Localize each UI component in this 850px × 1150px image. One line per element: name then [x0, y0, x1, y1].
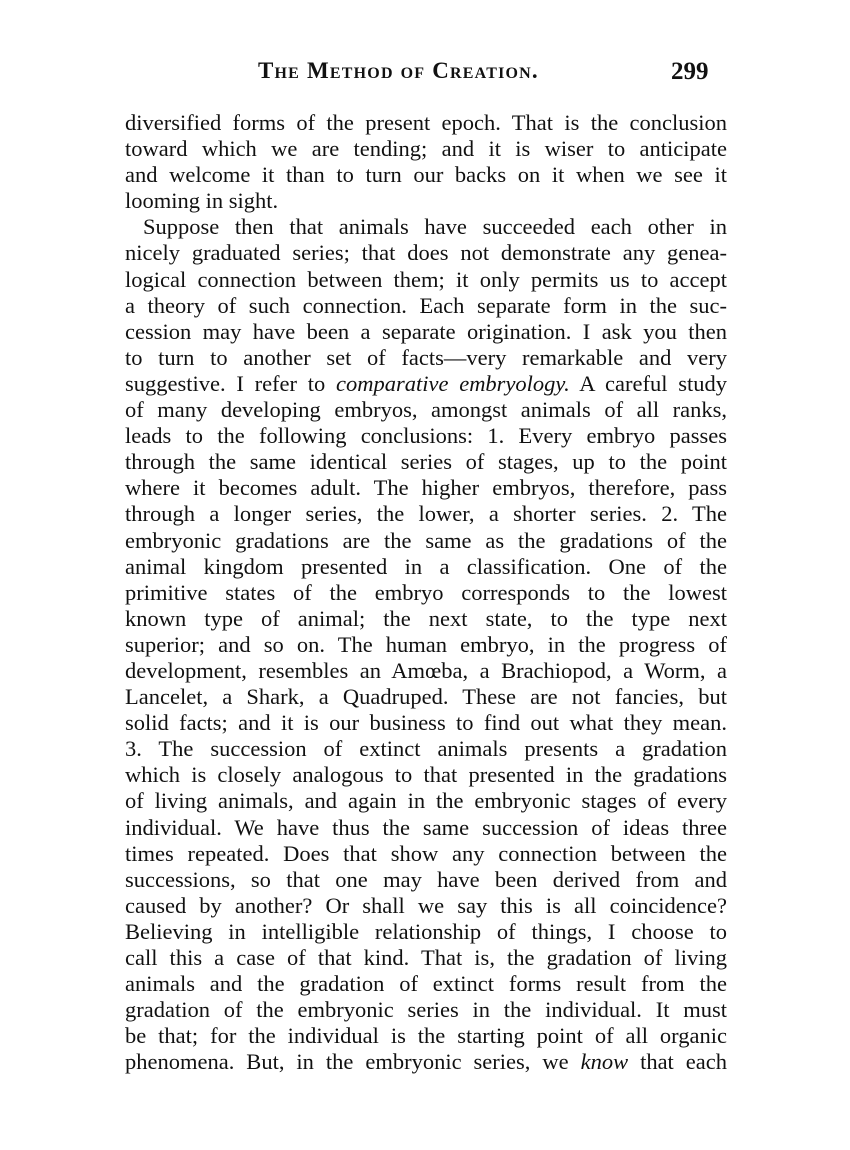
text-line: toward which we are tending; and it is wiser to anticipate	[125, 136, 727, 162]
text-line: nicely graduated series; that does not demonstrate any genea-	[125, 240, 727, 266]
text-line: cession may have been a separate origination. I ask you then	[125, 318, 727, 344]
text-line: where it becomes adult. The higher embryos, therefore, pass	[125, 475, 727, 501]
text-line: looming in sight.	[125, 188, 279, 214]
text-line: diversified forms of the present epoch. That is the conclusion	[125, 110, 727, 135]
text-line: primitive states of the embryo corresponds to the lowest	[125, 579, 727, 605]
text-line: call this a case of that kind. That is, the gradation of living	[125, 945, 727, 970]
text-line: a theory of such connection. Each separate form in the suc-	[125, 292, 727, 318]
text-line	[125, 1049, 727, 1075]
text-line: times repeated. Does that show any connection between the	[125, 840, 727, 866]
text-line: known type of animal; the next state, to the type next	[125, 605, 727, 631]
text-line: caused by another? Or shall we say this is all coincidence?	[125, 892, 727, 918]
text-line: solid facts; and it is our business to find out what they mean.	[125, 710, 727, 736]
page-number: 299	[671, 58, 709, 85]
text-line: through a longer series, the lower, a shorter series. 2. The	[125, 501, 727, 527]
text-segment: suggestive. I refer to	[125, 370, 336, 396]
text-line: and welcome it than to turn our backs on it when we see it	[125, 162, 727, 188]
text-line: animals and the gradation of extinct forms result from the	[125, 971, 727, 997]
text-line: logical connection between them; it only permits us to accept	[125, 266, 727, 292]
text-line: Suppose then that animals have succeeded each other in	[143, 214, 727, 240]
italic-term: know	[580, 1049, 629, 1075]
text-line: individual. We have thus the same succession of ideas three	[125, 814, 727, 840]
text-line: Believing in intelligible relationship of things, I choose to	[125, 918, 727, 944]
text-line	[125, 371, 727, 397]
text-segment: A careful study	[569, 370, 727, 396]
text-line: leads to the following conclusions: 1. Every embryo passes	[125, 423, 727, 449]
body-text	[125, 110, 727, 1075]
text-line: successions, so that one may have been derived from and	[125, 866, 727, 892]
text-line: embryonic gradations are the same as the gradations of the	[125, 527, 727, 553]
text-segment: that each	[628, 1049, 727, 1075]
text-line: of many developing embryos, amongst animals of all ranks,	[125, 397, 727, 423]
text-line: superior; and so on. The human embryo, in the progress of	[125, 631, 727, 657]
text-line: development, resembles an Amœba, a Brachiopod, a Worm, a	[125, 657, 727, 683]
text-line: of living animals, and again in the embryonic stages of every	[125, 788, 727, 814]
text-line: gradation of the embryonic series in the individual. It must	[125, 997, 727, 1023]
italic-term: comparative embryology.	[336, 370, 570, 396]
text-line: which is closely analogous to that presented in the gradations	[125, 762, 727, 788]
text-line: Lancelet, a Shark, a Quadruped. These are not fancies, but	[125, 684, 727, 710]
text-line: be that; for the individual is the starting point of all organic	[125, 1023, 727, 1049]
running-head: The Method of Creation.	[258, 58, 539, 83]
text-line: through the same identical series of stages, up to the point	[125, 449, 727, 475]
text-segment: phenomena. But, in the embryonic series, we	[125, 1049, 581, 1075]
text-line: to turn to another set of facts—very remarkable and very	[125, 344, 727, 370]
text-line: animal kingdom presented in a classification. One of the	[125, 553, 727, 579]
text-line: 3. The succession of extinct animals presents a gradation	[125, 736, 727, 762]
